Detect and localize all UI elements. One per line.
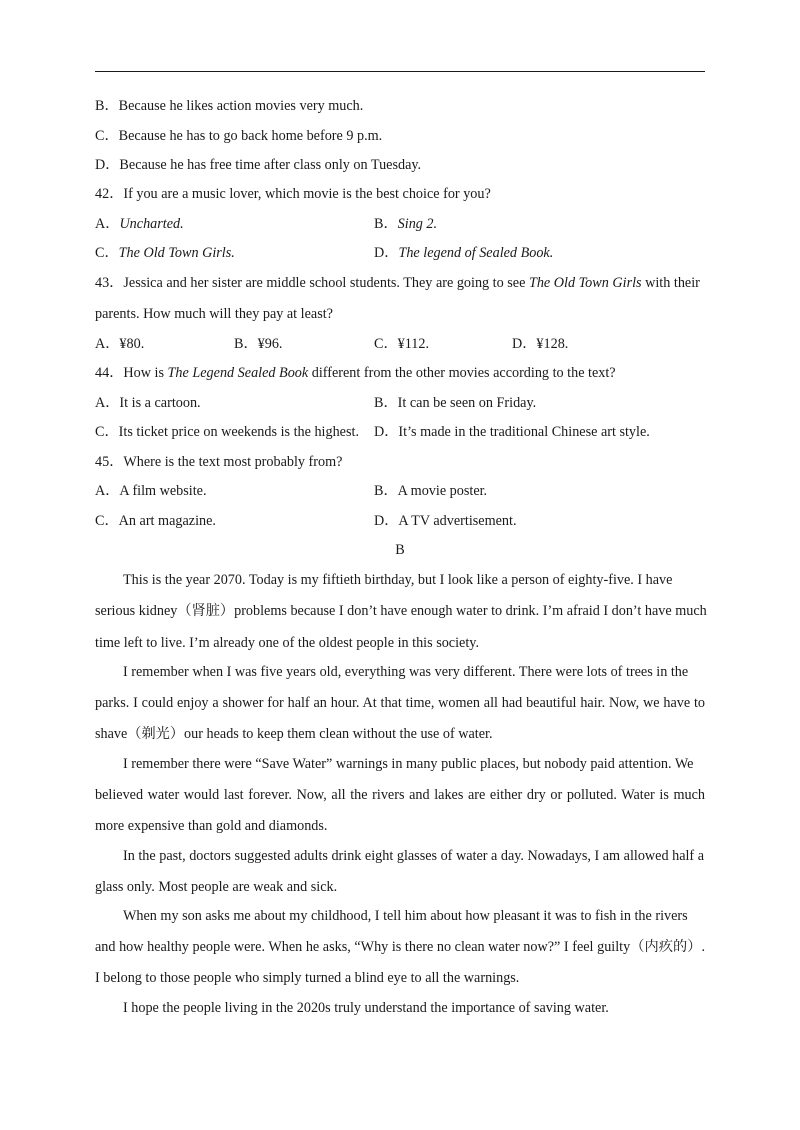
q42-a-letter: A． <box>95 216 120 232</box>
q43-stem-b: with their <box>641 275 700 291</box>
passage-p4-line1: In the past, doctors suggested adults drink eight glasses of water a day. Nowadays, I am allowed half a <box>123 848 705 864</box>
passage-p1-line3: time left to live. I’m already one of the oldest people in this society. <box>95 635 480 651</box>
passage-p5-line3: I belong to those people who simply turned a blind eye to all the warnings. <box>95 970 520 986</box>
passage-p3-line3: more expensive than gold and diamonds. <box>95 818 328 834</box>
q43-option-d: D．¥128. <box>512 336 569 352</box>
q42-a-text: Uncharted. <box>119 216 184 232</box>
q43-option-c: C．¥112. <box>374 336 430 352</box>
passage-p2-line1: I remember when I was five years old, everything was very different. There were lots of trees in the <box>123 664 689 680</box>
q42-option-d <box>374 244 553 262</box>
q44-option-a: A．It is a cartoon. <box>95 395 201 411</box>
header-rule <box>95 71 705 72</box>
q43-option-a: A．¥80. <box>95 336 145 352</box>
passage-p2-line2: parks. I could enjoy a shower for half an hour. At that time, women all had beautiful hair. Now, we have to <box>95 695 705 711</box>
q42-option-b <box>374 215 437 233</box>
q41-option-b: B．Because he likes action movies very much. <box>95 98 364 114</box>
passage-p5-line1: When my son asks me about my childhood, I tell him about how pleasant it was to fish in the rivers <box>123 908 688 924</box>
q42-option-c <box>95 244 235 262</box>
passage-p4-line2: glass only. Most people are weak and sick. <box>95 879 338 895</box>
passage-p5-line2: and how healthy people were. When he asks, “Why is there no clean water now?” I feel guilty（内疚的）. <box>95 939 705 955</box>
passage-p2-line3: shave（剃光）our heads to keep them clean without the use of water. <box>95 726 493 742</box>
q43-stem-line1 <box>95 274 700 292</box>
passage-p1-line1: This is the year 2070. Today is my fiftieth birthday, but I look like a person of eighty-five. I have <box>123 572 673 588</box>
q44-option-d: D．It’s made in the traditional Chinese art style. <box>374 424 650 440</box>
q44-option-b: B．It can be seen on Friday. <box>374 395 537 411</box>
q42-stem: 42．If you are a music lover, which movie is the best choice for you? <box>95 186 491 202</box>
q44-movie-title: The Legend Sealed Book <box>167 365 309 381</box>
q42-c-letter: C． <box>95 245 119 261</box>
q42-option-a <box>95 215 184 233</box>
q45-option-d: D．A TV advertisement. <box>374 513 517 529</box>
q43-movie-title: The Old Town Girls <box>528 275 642 291</box>
passage-p6-line1: I hope the people living in the 2020s truly understand the importance of saving water. <box>123 1000 609 1016</box>
q42-b-text: Sing 2. <box>397 216 438 232</box>
q44-stem-b: different from the other movies according to the text? <box>308 365 616 381</box>
q44-stem <box>95 364 616 382</box>
q42-c-text: The Old Town Girls. <box>118 245 235 261</box>
q43-option-b: B．¥96. <box>234 336 283 352</box>
q43-stem-a: 43．Jessica and her sister are middle school students. They are going to see <box>95 275 529 291</box>
q44-option-c: C．Its ticket price on weekends is the highest. <box>95 424 359 440</box>
passage-p1-line2: serious kidney（肾脏）problems because I don’t have enough water to drink. I’m afraid I don’t have much <box>95 603 707 619</box>
q41-option-d: D．Because he has free time after class only on Tuesday. <box>95 157 422 173</box>
q45-option-c: C．An art magazine. <box>95 513 216 529</box>
passage-p3-line2: believed water would last forever. Now, all the rivers and lakes are either dry or polluted. Water is much <box>95 787 705 803</box>
q42-b-letter: B． <box>374 216 398 232</box>
q45-option-a: A．A film website. <box>95 483 207 499</box>
q41-option-c: C．Because he has to go back home before 9 p.m. <box>95 128 383 144</box>
q42-d-letter: D． <box>374 245 399 261</box>
section-label: B <box>395 542 405 558</box>
q45-option-b: B．A movie poster. <box>374 483 488 499</box>
q43-stem-line2: parents. How much will they pay at least? <box>95 306 333 322</box>
q45-stem: 45．Where is the text most probably from? <box>95 454 343 470</box>
passage-p3-line1: I remember there were “Save Water” warnings in many public places, but nobody paid attention. We <box>123 756 694 772</box>
q44-stem-a: 44．How is <box>95 365 168 381</box>
q42-d-text: The legend of Sealed Book. <box>398 245 554 261</box>
